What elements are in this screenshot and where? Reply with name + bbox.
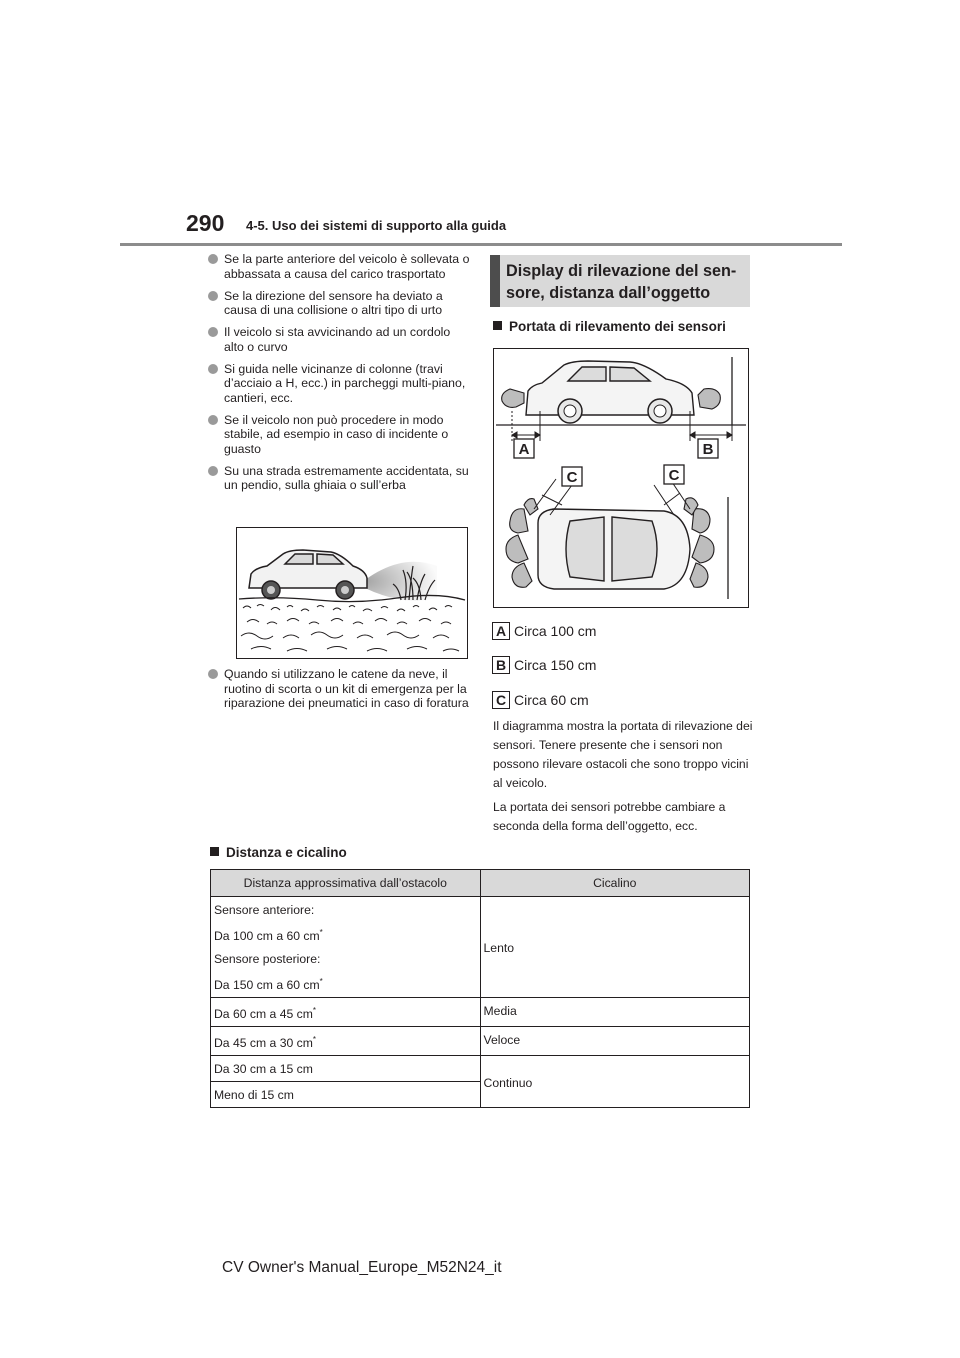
figure-label-a: A xyxy=(518,441,530,458)
header-rule xyxy=(120,243,842,246)
buzzer-cell: Continuo xyxy=(480,1056,749,1108)
condition-list xyxy=(208,252,472,500)
condition-list-continued xyxy=(208,667,472,718)
diagram-description: Il diagramma mostra la portata di rilevazione dei sensori. Tenere presente che i sensori non possono rilevare ostacoli che sono troppo vicini al veicolo. xyxy=(493,719,753,790)
bullet-icon xyxy=(208,466,218,476)
table-row xyxy=(211,897,750,998)
list-item: Su una strada estremamente accidentata, su un pendio, sulla ghiaia o sull’erba xyxy=(208,464,472,493)
list-item: Se la parte anteriore del veicolo è sollevata o abbassata a causa del carico trasportato xyxy=(208,252,472,281)
bullet-icon xyxy=(208,327,218,337)
list-item: Se il veicolo non può procedere in modo stabile, ad esempio in caso di incidente o guasto xyxy=(208,413,472,457)
distance-cell: Da 30 cm a 15 cm xyxy=(211,1056,481,1082)
section-heading: Display di rilevazione del sen-sore, distanza dall’oggetto xyxy=(490,255,750,307)
legend-item-c xyxy=(492,690,589,710)
list-item: Il veicolo si sta avvicinando ad un cordolo alto o curvo xyxy=(208,325,472,354)
range-note: La portata dei sensori potrebbe cambiare a seconda della forma dell’oggetto, ecc. xyxy=(493,800,726,833)
sensor-range-svg xyxy=(494,349,748,607)
table-row xyxy=(211,1056,750,1082)
legend-item-a xyxy=(492,621,596,641)
distance-buzzer-subheading: Distanza e cicalino xyxy=(210,846,347,860)
square-bullet-icon xyxy=(210,847,219,856)
legend-text: Circa 60 cm xyxy=(514,692,589,708)
section-title: 4-5. Uso dei sistemi di supporto alla guida xyxy=(246,218,507,233)
figure-label-c-right: C xyxy=(668,467,680,484)
list-item: Quando si utilizzano le catene da neve, il ruotino di scorta o un kit di emergenza per la riparazione dei pneumatici in caso di foratura xyxy=(208,667,472,711)
buzzer-cell: Lento xyxy=(480,897,749,998)
legend-text: Circa 150 cm xyxy=(514,657,597,673)
buzzer-cell: Media xyxy=(480,998,749,1027)
footer-manual-id: CV Owner's Manual_Europe_M52N24_it xyxy=(222,1259,502,1276)
rough-terrain-svg xyxy=(237,528,467,658)
distance-cell: Meno di 15 cm xyxy=(211,1082,481,1108)
list-item: Si guida nelle vicinanze di colonne (travi d’acciaio a H, ecc.) in parcheggi multi-piano, cantieri, ecc. xyxy=(208,362,472,406)
square-bullet-icon xyxy=(493,321,502,330)
bullet-icon xyxy=(208,415,218,425)
figure-label-c-left: C xyxy=(566,469,578,486)
list-item: Se la direzione del sensore ha deviato a causa di una collisione o altri tipo di urto xyxy=(208,289,472,318)
legend-text: Circa 100 cm xyxy=(514,623,597,639)
distance-cell: Da 45 cm a 30 cm* xyxy=(211,1027,481,1056)
distance-cell: Da 60 cm a 45 cm* xyxy=(211,998,481,1027)
buzzer-cell: Veloce xyxy=(480,1027,749,1056)
bullet-icon xyxy=(208,254,218,264)
bullet-icon xyxy=(208,364,218,374)
column-header-distance: Distanza approssimativa dall’ostacolo xyxy=(211,870,481,897)
detection-range-subheading: Portata di rilevamento dei sensori xyxy=(493,320,726,334)
legend-key: A xyxy=(492,622,510,640)
legend-item-b xyxy=(492,655,596,675)
table-row xyxy=(211,1027,750,1056)
table-row xyxy=(211,998,750,1027)
sensor-range-illustration xyxy=(493,348,749,608)
legend-key: C xyxy=(492,691,510,709)
distance-buzzer-table xyxy=(210,869,750,1108)
bullet-icon xyxy=(208,669,218,679)
legend-key: B xyxy=(492,656,510,674)
page-number: 290 xyxy=(186,210,225,236)
column-header-buzzer: Cicalino xyxy=(480,870,749,897)
rough-terrain-illustration xyxy=(236,527,468,659)
table-header-row xyxy=(211,870,750,897)
bullet-icon xyxy=(208,291,218,301)
figure-label-b: B xyxy=(702,441,714,458)
distance-cell: Sensore anteriore: Da 100 cm a 60 cm* Sensore posteriore: Da 150 cm a 60 cm* xyxy=(211,897,481,998)
